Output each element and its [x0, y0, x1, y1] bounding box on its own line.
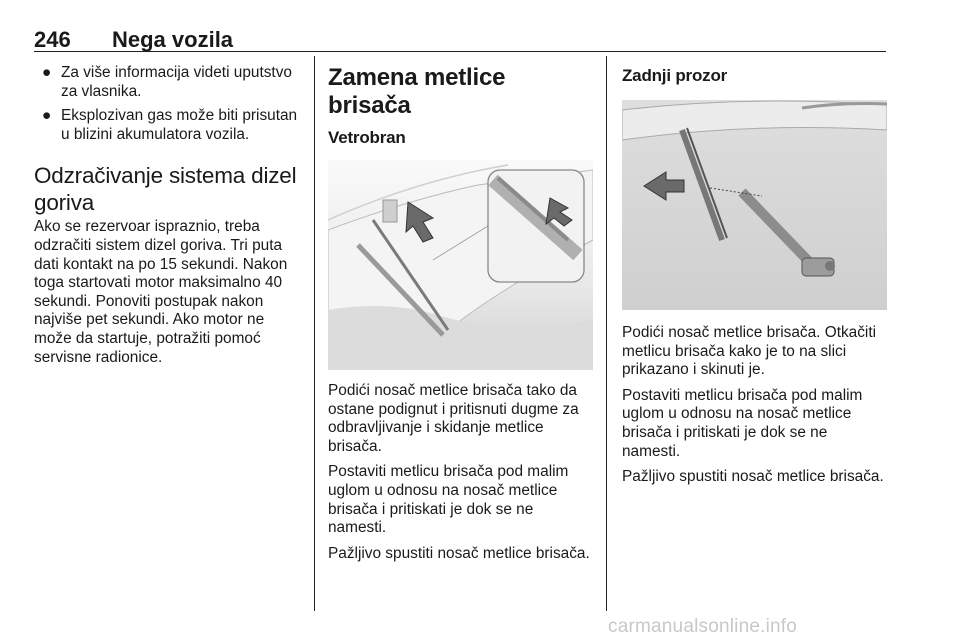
body-paragraph: Ako se rezervoar ispraznio, treba odzračiti sistem dizel goriva. Tri puta dati kontakt na po 15 sekundi. Nakon toga startovati motor maksimalno 40 sekundi. Ponoviti postupak nakon najviše pet sekundi. Ako motor ne može da startuje, potražiti pomoć servisne radionice.	[34, 218, 288, 366]
body-paragraph: Podići nosač metlice brisača. Otkačiti metlicu brisača kako je to na slici prikazano i skinuti je.	[622, 324, 877, 379]
section-heading-wiper-replacement: Zamena metlice brisača	[328, 64, 506, 119]
windscreen-wiper-illustration	[328, 160, 593, 370]
bullet-icon: ●	[42, 64, 52, 81]
subheading-rear-window: Zadnji prozor	[622, 66, 728, 85]
bullet-text: Za više informacija videti uputstvo za vlasnika.	[61, 64, 292, 100]
column-2	[328, 60, 594, 563]
body-paragraph: Postaviti metlicu brisača pod malim uglom u odnosu na nosač metlice brisača i pritiskati je dok se ne namesti.	[622, 386, 863, 460]
body-paragraph: Pažljivo spustiti nosač metlice brisača.	[622, 468, 884, 486]
bullet-item	[34, 107, 302, 144]
bullet-icon: ●	[42, 107, 52, 125]
bullet-text: Eksplozivan gas može biti prisutan u blizini akumulatora vozila.	[61, 107, 298, 143]
watermark-text: carmanualsonline.info	[608, 616, 798, 637]
column-divider-left	[314, 56, 315, 611]
body-paragraph: Postaviti metlicu brisača pod malim uglom u odnosu na nosač metlice brisača i pritiskati je dok se ne namesti.	[328, 463, 569, 537]
running-title: Nega vozila	[112, 27, 234, 52]
column-1	[34, 60, 302, 367]
body-paragraph: Podići nosač metlice brisača tako da ostane podignut i pritisnuti dugme za odbravljivanje i skidanje metlice brisača.	[328, 382, 579, 455]
subheading-windscreen: Vetrobran	[328, 128, 406, 147]
section-heading-fuel-bleed: Odzračivanje sistema dizel goriva	[34, 163, 297, 216]
body-paragraph: Pažljivo spustiti nosač metlice brisača.	[328, 544, 590, 562]
page-header	[34, 22, 886, 52]
bullet-item	[34, 64, 302, 101]
rear-wiper-illustration	[622, 100, 887, 310]
column-3	[622, 60, 888, 487]
page-number: 246	[34, 27, 71, 52]
column-divider-right	[606, 56, 607, 611]
